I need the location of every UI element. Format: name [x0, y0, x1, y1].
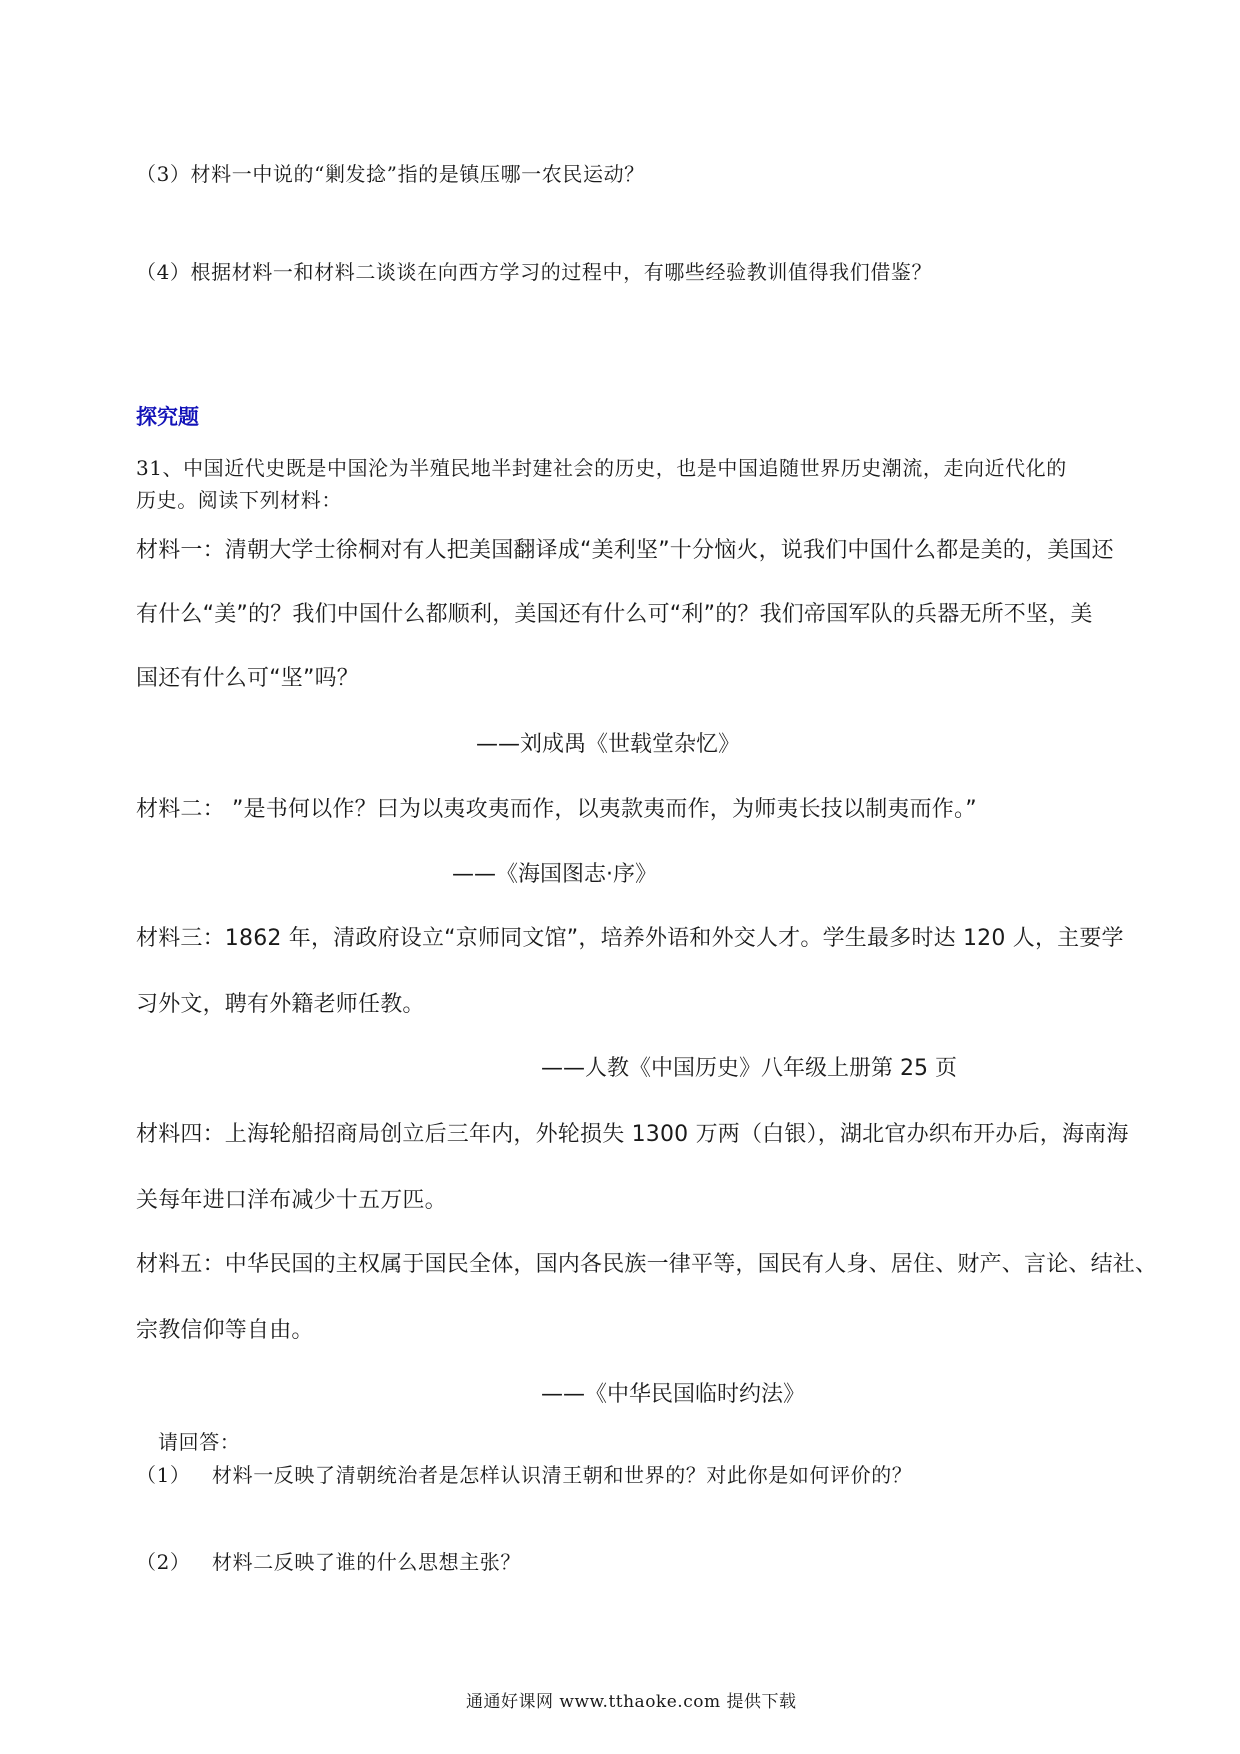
- material-5-line1: 材料五：中华民国的主权属于国民全体，国内各民族一律平等，国民有人身、居住、财产、言论、结社、: [136, 1252, 1158, 1277]
- material-5-line2: 宗教信仰等自由。: [136, 1318, 314, 1343]
- material-1-line3: 国还有什么可“坚”吗？: [136, 666, 359, 691]
- page-footer: 通通好课网 www.tthaoke.com 提供下载: [466, 1692, 797, 1712]
- material-3-line2: 习外文，聘有外籍老师任教。: [136, 992, 425, 1017]
- sub-question-2-text: 材料二反映了谁的什么思想主张？: [212, 1550, 521, 1574]
- sub-question-1-number: （1）: [136, 1463, 191, 1487]
- question-31-line1: 31、中国近代史既是中国沦为半殖民地半封建社会的历史，也是中国追随世界历史潮流，走向近代化的: [136, 456, 1067, 480]
- material-4-line1: 材料四：上海轮船招商局创立后三年内，外轮损失 1300 万两（白银），湖北官办织布开办后，海南海: [136, 1122, 1129, 1147]
- material-1-line2: 有什么“美”的？我们中国什么都顺利，美国还有什么可“利”的？我们帝国军队的兵器无所不坚，美: [136, 602, 1093, 627]
- material-1-line1: 材料一：清朝大学士徐桐对有人把美国翻译成“美利坚”十分恼火，说我们中国什么都是美的，美国还: [136, 538, 1114, 563]
- question-3: （3）材料一中说的“剿发捻”指的是镇压哪一农民运动？: [136, 162, 645, 186]
- material-2-line1: 材料二： ”是书何以作？曰为以夷攻夷而作，以夷款夷而作，为师夷长技以制夷而作。”: [136, 797, 977, 822]
- material-3-source: ——人教《中国历史》八年级上册第 25 页: [541, 1056, 957, 1081]
- material-4-line2: 关每年进口洋布减少十五万匹。: [136, 1188, 447, 1213]
- material-2-source: ——《海国图志·序》: [452, 862, 657, 887]
- sub-question-1-text: 材料一反映了清朝统治者是怎样认识清王朝和世界的？对此你是如何评价的？: [212, 1463, 913, 1487]
- section-heading: 探究题: [136, 404, 199, 429]
- material-5-source: ——《中华民国临时约法》: [541, 1382, 806, 1407]
- question-31-line2: 历史。阅读下列材料：: [136, 488, 342, 512]
- material-3-line1: 材料三：1862 年，清政府设立“京师同文馆”，培养外语和外交人才。学生最多时达 120 人，主要学: [136, 926, 1124, 951]
- question-4: （4）根据材料一和材料二谈谈在向西方学习的过程中，有哪些经验教训值得我们借鉴？: [136, 260, 933, 284]
- sub-question-2-number: （2）: [136, 1550, 191, 1574]
- answer-prompt: 请回答：: [158, 1430, 241, 1454]
- material-1-source: ——刘成禺《世载堂杂忆》: [476, 732, 741, 757]
